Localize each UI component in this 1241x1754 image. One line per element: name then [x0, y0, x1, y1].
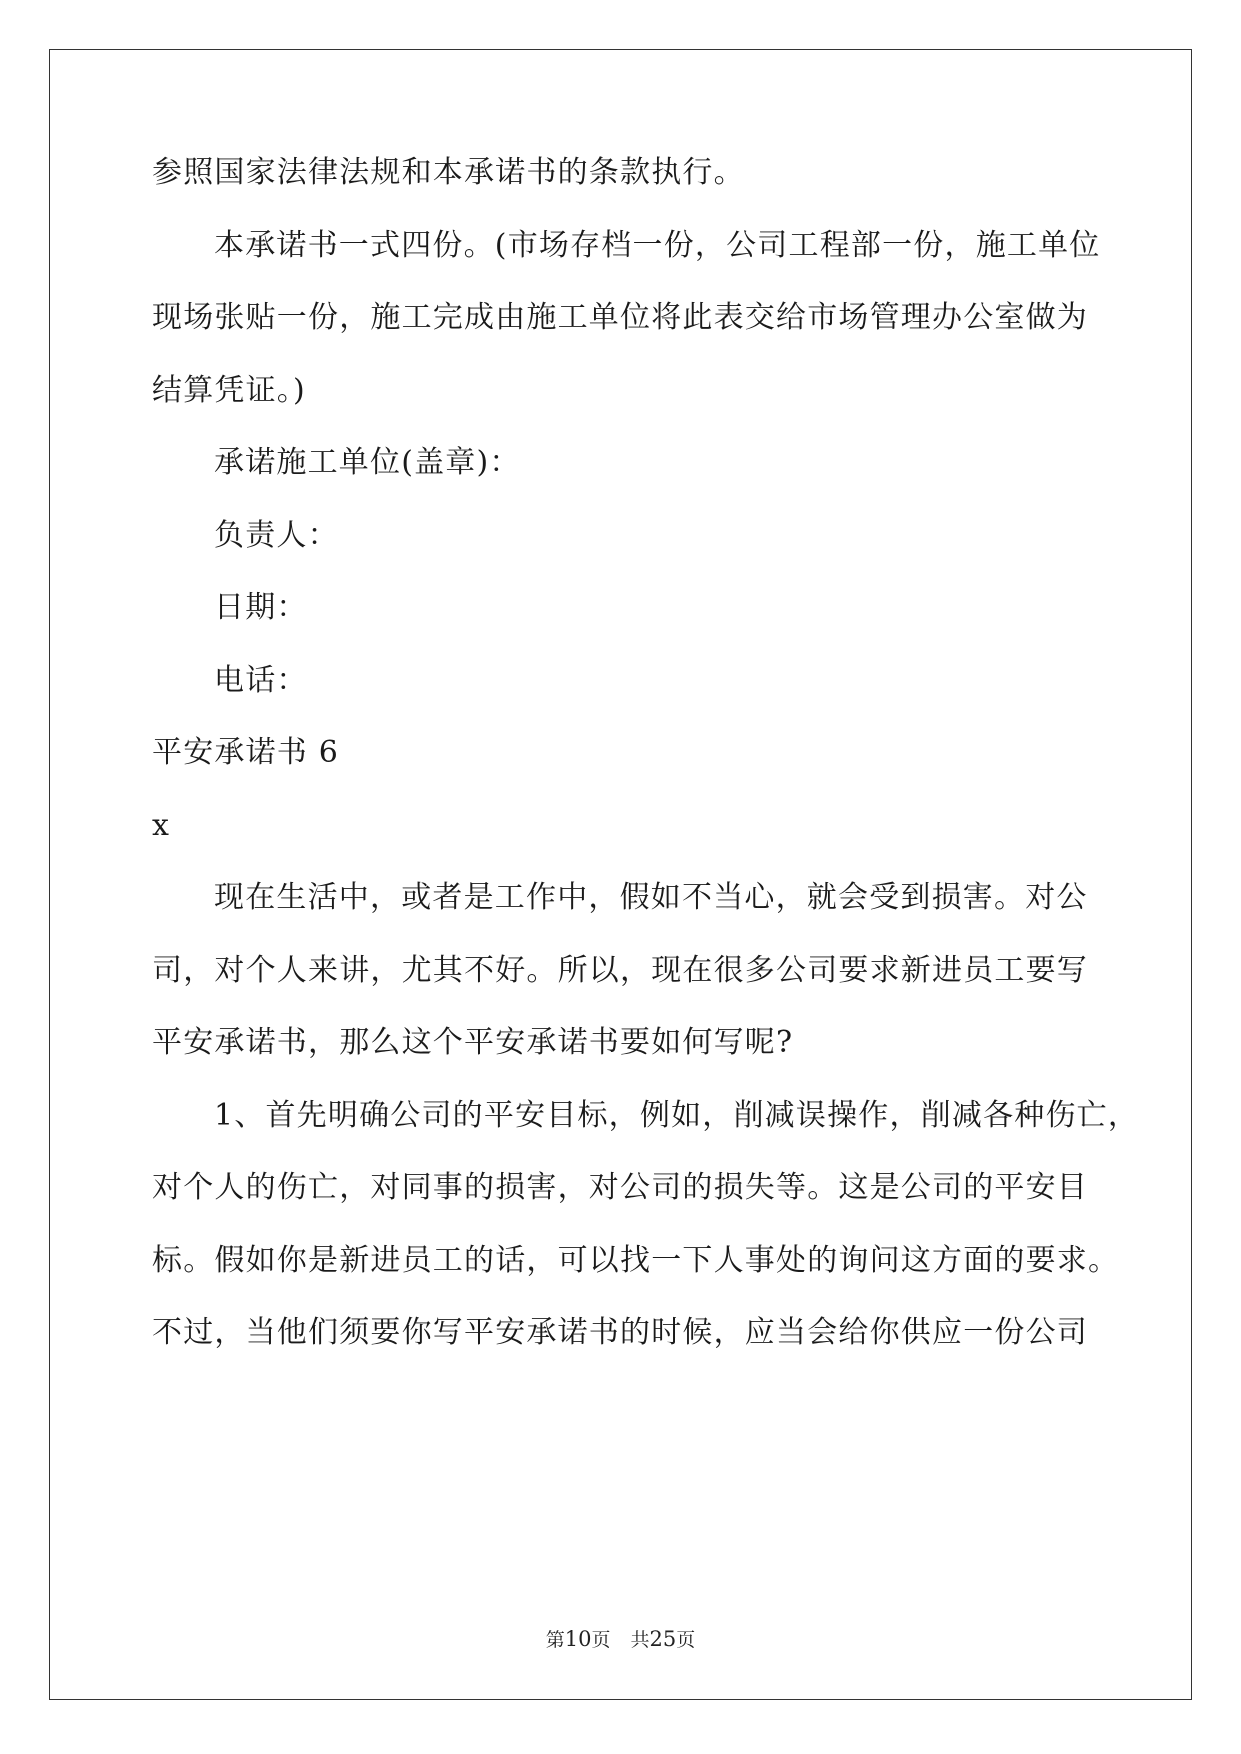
text-line: 司，对个人来讲，尤其不好。所以，现在很多公司要求新进员工要写: [152, 953, 1088, 988]
text-line: 日期：: [214, 590, 308, 625]
current-page-number: 10: [564, 1627, 592, 1651]
total-pages-number: 25: [649, 1627, 677, 1651]
text-line: 电话：: [214, 663, 308, 698]
text-line: 现场张贴一份，施工完成由施工单位将此表交给市场管理办公室做为: [152, 300, 1088, 335]
text-line: 本承诺书一式四份。(市场存档一份，公司工程部一份，施工单位: [214, 228, 1101, 263]
text-line: 不过，当他们须要你写平安承诺书的时候，应当会给你供应一份公司: [152, 1315, 1088, 1350]
page-unit: 页: [591, 1629, 611, 1651]
text-line: 承诺施工单位(盖章)：: [214, 445, 521, 480]
section-heading: 平安承诺书 6: [152, 735, 340, 770]
text-line: 结算凭证。): [152, 373, 306, 408]
text-line: 1、首先明确公司的平安目标，例如，削减误操作，削减各种伤亡，: [214, 1098, 1140, 1133]
text-line: 负责人：: [214, 518, 339, 553]
text-line: 标。假如你是新进员工的话，可以找一下人事处的询问这方面的要求。: [152, 1243, 1120, 1278]
text-line: 现在生活中，或者是工作中，假如不当心，就会受到损害。对公: [214, 880, 1088, 915]
total-prefix: 共: [630, 1629, 650, 1651]
text-line: x: [152, 808, 171, 843]
page-footer: [0, 1627, 1241, 1652]
page-prefix: 第: [545, 1629, 565, 1651]
text-line: 对个人的伤亡，对同事的损害，对公司的损失等。这是公司的平安目: [152, 1170, 1088, 1205]
page-border: [49, 49, 1192, 1700]
total-unit: 页: [676, 1629, 696, 1651]
text-line: 平安承诺书，那么这个平安承诺书要如何写呢?: [152, 1025, 794, 1060]
text-line: 参照国家法律法规和本承诺书的条款执行。: [152, 155, 745, 190]
